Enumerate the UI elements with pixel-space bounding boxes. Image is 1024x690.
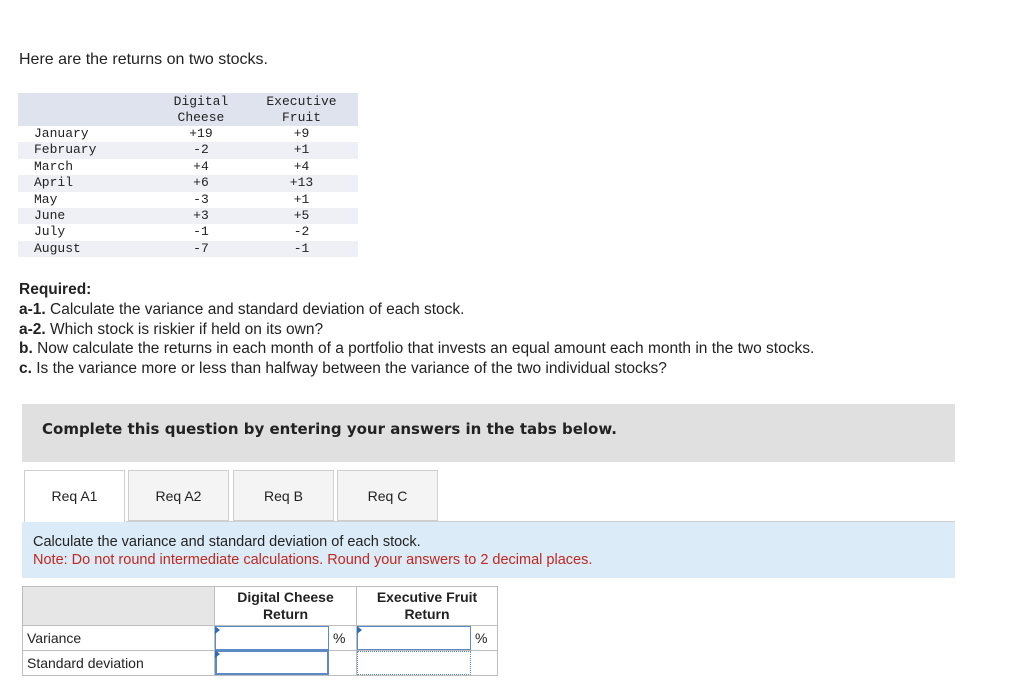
month-cell: April [34, 175, 74, 191]
dc-return-header [214, 586, 357, 626]
sd-row-label: Standard deviation [22, 650, 215, 676]
dc-return-cell: -2 [193, 142, 209, 158]
executive-fruit-header-l1: Executive [266, 94, 337, 109]
returns-table-header [18, 93, 358, 126]
ef-return-cell: +5 [293, 208, 310, 224]
returns-table [18, 93, 358, 257]
req-b-line [19, 339, 814, 359]
table-row [18, 175, 358, 191]
req-c-text: Is the variance more or less than halfway between the variance of the two individual stocks? [31, 360, 667, 378]
required-section [19, 280, 814, 379]
ef-return-cell: -2 [293, 224, 310, 240]
dc-return-cell: +4 [193, 158, 209, 174]
req-b-text: Now calculate the returns in each month of a portfolio that invests an equal amount each month in the two stocks. [32, 340, 815, 358]
ef-variance-unit: % [475, 630, 488, 646]
table-row [18, 241, 358, 257]
dc-variance-input[interactable] [215, 626, 329, 650]
ef-return-header-l2: Return [404, 606, 450, 622]
table-row [18, 159, 358, 175]
dc-return-header-l2: Return [262, 606, 309, 622]
dc-return-cell: +3 [193, 208, 209, 224]
dc-variance-unit: % [333, 630, 346, 646]
tab-req-a1[interactable]: Req A1 [24, 470, 125, 523]
req-a2-label: a-2. [19, 320, 46, 338]
variance-row-label: Variance [22, 625, 215, 651]
digital-cheese-header-l2: Cheese [177, 110, 225, 125]
table-row [18, 208, 358, 224]
ef-return-cell: +1 [293, 142, 310, 158]
dc-return-cell: -7 [193, 240, 209, 256]
ef-return-cell: +9 [293, 126, 310, 141]
ef-variance-input[interactable] [357, 626, 471, 650]
note-panel [22, 522, 955, 578]
req-a1-text: Calculate the variance and standard deviation of each stock. [45, 300, 465, 318]
req-c-label: c. [19, 360, 32, 378]
month-cell: August [34, 240, 81, 256]
table-row [18, 126, 358, 142]
dc-variance-flag-icon [215, 626, 220, 634]
month-header [18, 93, 157, 126]
dc-return-cell: -3 [193, 191, 209, 207]
dc-sd-flag-icon [215, 650, 220, 658]
note-rounding: Note: Do not round intermediate calculations. Round your answers to 2 decimal places. [33, 552, 593, 568]
instruction-banner [22, 404, 955, 462]
digital-cheese-header-l1: Digital [173, 94, 229, 109]
req-a1-label: a-1. [19, 300, 46, 318]
ef-return-header-l1: Executive Fruit [376, 589, 478, 605]
table-row [18, 142, 358, 158]
ef-return-cell: -1 [293, 240, 310, 256]
req-a1-line [19, 300, 814, 320]
req-c-line [19, 359, 814, 379]
instruction-text: Complete this question by entering your answers in the tabs below. [42, 420, 617, 438]
ef-return-cell: +1 [293, 191, 310, 207]
month-cell: March [34, 158, 74, 174]
month-cell: May [34, 191, 58, 207]
ef-sd-input[interactable] [357, 651, 471, 675]
tab-req-c[interactable]: Req C [337, 470, 438, 521]
ef-return-cell: +4 [293, 158, 310, 174]
table-row [18, 192, 358, 208]
month-cell: June [34, 208, 66, 224]
ef-return-cell: +13 [289, 175, 314, 191]
dc-return-cell: -1 [193, 224, 209, 240]
ef-variance-flag-icon [357, 626, 362, 634]
answer-corner-cell [22, 586, 215, 626]
dc-return-cell: +19 [189, 126, 213, 141]
digital-cheese-header [157, 93, 245, 126]
table-row [18, 224, 358, 240]
dc-sd-input[interactable] [215, 650, 329, 675]
month-cell: January [34, 126, 89, 141]
executive-fruit-header [245, 93, 358, 126]
executive-fruit-header-l2: Fruit [281, 110, 321, 125]
ef-return-header [356, 586, 498, 626]
intro-text: Here are the returns on two stocks. [19, 51, 268, 68]
month-cell: July [34, 224, 66, 240]
required-heading: Required: [19, 281, 92, 298]
req-b-label: b. [19, 340, 33, 358]
note-instruction: Calculate the variance and standard deviation of each stock. [33, 534, 421, 550]
tab-req-b[interactable]: Req B [233, 470, 334, 521]
req-a2-text: Which stock is riskier if held on its own? [45, 320, 324, 338]
req-a2-line [19, 320, 814, 340]
month-cell: February [34, 142, 97, 158]
tab-req-a2[interactable]: Req A2 [128, 470, 229, 521]
dc-return-header-l1: Digital Cheese [237, 589, 334, 605]
dc-return-cell: +6 [193, 175, 209, 191]
